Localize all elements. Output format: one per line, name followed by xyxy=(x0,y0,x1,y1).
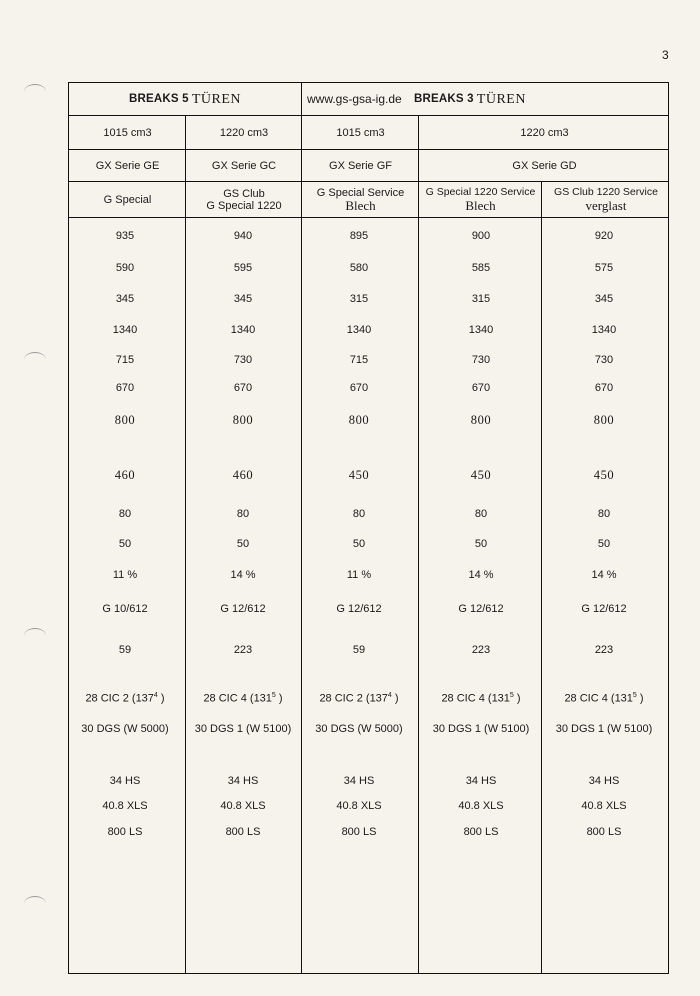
spec-value: 80 xyxy=(352,508,366,520)
spec-value: 800 xyxy=(114,413,136,427)
spec-value: 920 xyxy=(594,230,614,242)
spec-value: 1340 xyxy=(591,324,617,336)
spec-value: 595 xyxy=(233,262,253,274)
spec-value: 80 xyxy=(118,508,132,520)
spec-value: 28 CIC 4 ($131^5$ ) xyxy=(564,692,644,705)
spec-value: G 12/612 xyxy=(458,603,504,615)
rule xyxy=(68,149,669,150)
spec-value: 11 % xyxy=(346,569,372,581)
spec-value: 1340 xyxy=(230,324,256,336)
website-link[interactable]: www.gs-gsa-ig.de xyxy=(307,91,402,106)
spec-value: 580 xyxy=(349,262,369,274)
spec-value: 450 xyxy=(348,468,370,482)
spec-value: 1340 xyxy=(346,324,372,336)
spec-value: 80 xyxy=(474,508,488,520)
model-cell: GS Club 1220 Service verglast xyxy=(554,186,658,213)
spec-value: 715 xyxy=(349,354,369,366)
spec-value: 800 LS xyxy=(341,826,377,838)
model-cell: G Special Service Blech xyxy=(316,186,405,213)
spec-value: 315 xyxy=(349,293,369,305)
spec-value: 30 DGS 1 (W 5100) xyxy=(555,723,653,735)
model-cell: GS Club G Special 1220 xyxy=(206,187,282,212)
spec-value: 28 CIC 2 ($137^4$ ) xyxy=(85,692,165,705)
spec-value: 345 xyxy=(594,293,614,305)
spec-value: 670 xyxy=(471,382,491,394)
spec-value: 59 xyxy=(352,644,366,656)
spec-value: 14 % xyxy=(468,569,494,581)
spec-value: 800 xyxy=(470,413,492,427)
spec-value: 730 xyxy=(594,354,614,366)
spec-value: 50 xyxy=(352,538,366,550)
series-cell: GX Serie GC xyxy=(211,159,277,172)
spec-value: 40.8 XLS xyxy=(458,800,504,812)
spec-value: 800 LS xyxy=(463,826,499,838)
spec-value: 40.8 XLS xyxy=(336,800,382,812)
spec-value: 30 DGS (W 5000) xyxy=(81,723,169,735)
spec-value: 28 CIC 2 ($137^4$ ) xyxy=(319,692,399,705)
spec-value: 223 xyxy=(594,644,614,656)
displacement-cell: 1015 cm3 xyxy=(103,126,152,139)
spec-value: 223 xyxy=(471,644,491,656)
model-cell: G Special 1220 Service Blech xyxy=(425,186,536,213)
spec-value: 800 LS xyxy=(225,826,261,838)
spec-value: 1340 xyxy=(468,324,494,336)
spec-value: 34 HS xyxy=(343,775,375,787)
spec-value: 940 xyxy=(233,230,253,242)
spec-value: 30 DGS 1 (W 5100) xyxy=(194,723,292,735)
punch-hole xyxy=(24,896,46,911)
spec-value: 315 xyxy=(471,293,491,305)
punch-hole xyxy=(24,628,46,643)
spec-value: 50 xyxy=(597,538,611,550)
spec-value: 28 CIC 4 ($131^5$ ) xyxy=(441,692,521,705)
spec-value: 670 xyxy=(594,382,614,394)
rule xyxy=(418,115,419,974)
rule xyxy=(68,217,669,218)
displacement-cell: 1015 cm3 xyxy=(336,126,385,139)
spec-value: 900 xyxy=(471,230,491,242)
spec-value: 895 xyxy=(349,230,369,242)
spec-value: 80 xyxy=(597,508,611,520)
spec-value: G 12/612 xyxy=(336,603,382,615)
spec-value: 50 xyxy=(236,538,250,550)
spec-value: 34 HS xyxy=(109,775,141,787)
spec-value: 59 xyxy=(118,644,132,656)
spec-value: 800 xyxy=(232,413,254,427)
spec-value: 450 xyxy=(470,468,492,482)
spec-value: G 12/612 xyxy=(581,603,627,615)
spec-value: G 10/612 xyxy=(102,603,148,615)
spec-value: 223 xyxy=(233,644,253,656)
series-cell: GX Serie GD xyxy=(512,159,577,172)
spec-value: 715 xyxy=(115,354,135,366)
spec-value: 11 % xyxy=(112,569,138,581)
spec-value: 30 DGS (W 5000) xyxy=(315,723,403,735)
spec-value: 670 xyxy=(115,382,135,394)
rule xyxy=(68,181,669,182)
rule xyxy=(541,181,542,974)
spec-value: 670 xyxy=(349,382,369,394)
spec-value: 40.8 XLS xyxy=(581,800,627,812)
series-cell: GX Serie GE xyxy=(95,159,160,172)
spec-value: 575 xyxy=(594,262,614,274)
page-number: 3 xyxy=(662,48,669,62)
spec-value: 460 xyxy=(232,468,254,482)
punch-hole xyxy=(24,84,46,99)
spec-value: G 12/612 xyxy=(220,603,266,615)
spec-value: 450 xyxy=(593,468,615,482)
spec-value: 50 xyxy=(474,538,488,550)
spec-value: 40.8 XLS xyxy=(102,800,148,812)
punch-hole xyxy=(24,352,46,367)
spec-value: 34 HS xyxy=(588,775,620,787)
spec-value: 14 % xyxy=(591,569,617,581)
spec-value: 800 LS xyxy=(586,826,622,838)
spec-value: 670 xyxy=(233,382,253,394)
displacement-cell: 1220 cm3 xyxy=(520,126,569,139)
spec-value: 345 xyxy=(115,293,135,305)
spec-value: 14 % xyxy=(230,569,256,581)
spec-value: 800 LS xyxy=(107,826,143,838)
model-cell: G Special xyxy=(103,193,152,206)
spec-value: 585 xyxy=(471,262,491,274)
series-cell: GX Serie GF xyxy=(329,159,392,172)
spec-value: 345 xyxy=(233,293,253,305)
rule xyxy=(301,82,302,974)
spec-value: 80 xyxy=(236,508,250,520)
spec-value: 935 xyxy=(115,230,135,242)
spec-value: 34 HS xyxy=(227,775,259,787)
spec-value: 40.8 XLS xyxy=(220,800,266,812)
left-title: BREAKS 5 TÜREN xyxy=(129,91,241,107)
spec-value: 800 xyxy=(593,413,615,427)
spec-value: 730 xyxy=(233,354,253,366)
spec-value: 800 xyxy=(348,413,370,427)
spec-value: 1340 xyxy=(112,324,138,336)
spec-value: 34 HS xyxy=(465,775,497,787)
spec-value: 28 CIC 4 ($131^5$ ) xyxy=(203,692,283,705)
right-title: www.gs-gsa-ig.de BREAKS 3 TÜREN xyxy=(307,91,526,107)
displacement-cell: 1220 cm3 xyxy=(219,126,269,139)
spec-value: 50 xyxy=(118,538,132,550)
spec-value: 30 DGS 1 (W 5100) xyxy=(432,723,530,735)
spec-value: 590 xyxy=(115,262,135,274)
rule xyxy=(68,115,669,116)
spec-value: 730 xyxy=(471,354,491,366)
spec-value: 460 xyxy=(114,468,136,482)
